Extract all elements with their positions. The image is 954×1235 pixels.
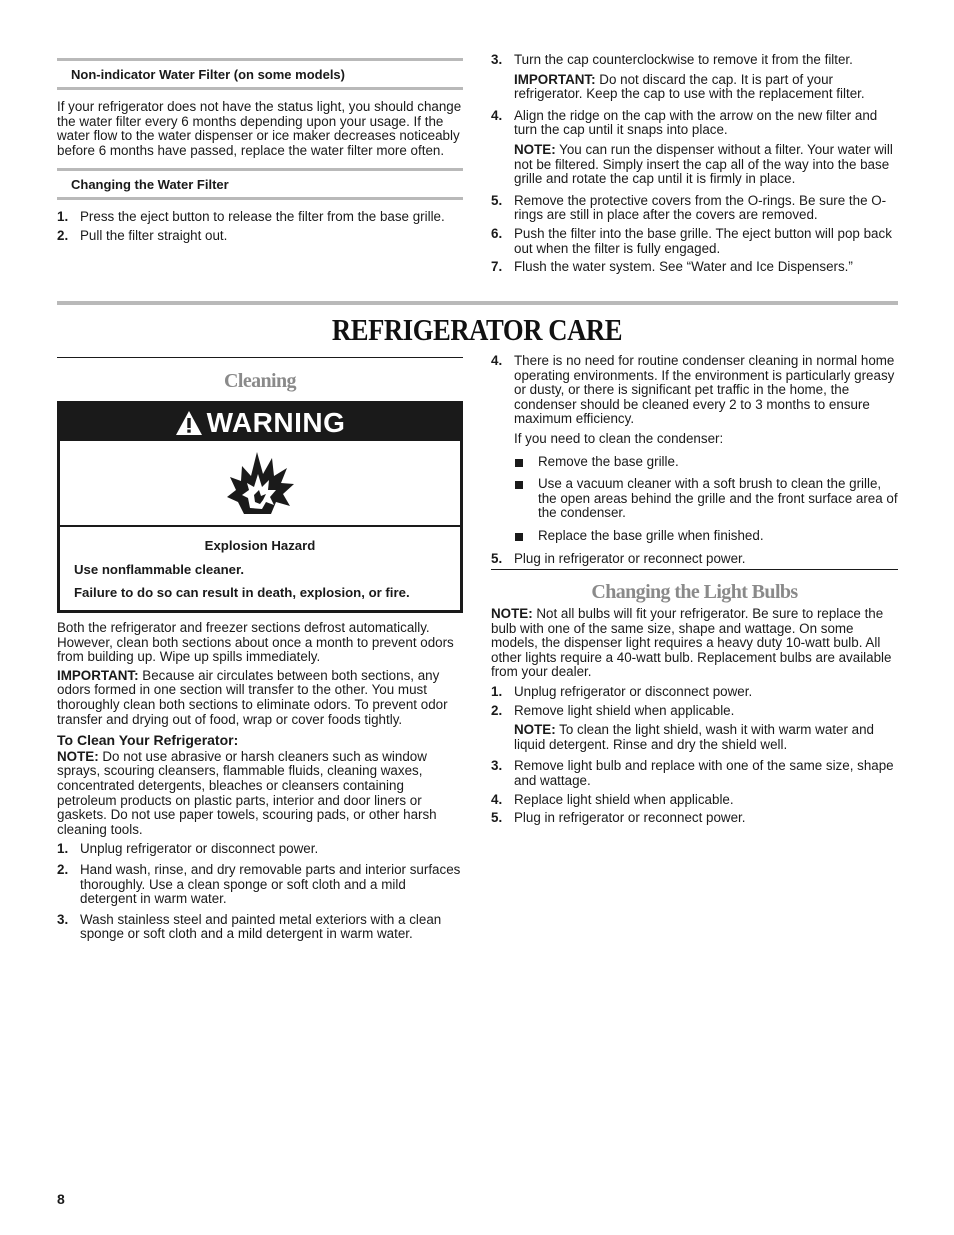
defrost-paragraph: Both the refrigerator and freezer sections defrost automatically. However, clean both sections about once a month to prevent odors from building up. Wipe up spills immediately. [57, 620, 454, 665]
list-item: 1. Press the eject button to release the filter from the base grille. [57, 209, 445, 225]
important-paragraph: IMPORTANT: Because air circulates between both sections, any odors formed in one section will transfer to the other. You must thoroughly clean both sections to eliminate odors. To prevent odor transfer and drying out of food, wrap or cover foods tightly. [57, 667, 448, 727]
list-item: 4. Replace light shield when applicable. [491, 791, 734, 807]
explosion-icon [224, 450, 296, 516]
top-right-column [491, 53, 898, 279]
light-bulbs-rule [491, 569, 898, 570]
page-title: REFRIGERATOR CARE [331, 312, 623, 347]
cleaning-rule [57, 357, 463, 358]
light-shield-note: NOTE: To clean the light shield, wash it with warm water and liquid detergent. Rinse and dry the shield well. [514, 722, 874, 752]
filter-change-paragraph: If your refrigerator does not have the status light, you should change the water filter every 6 months depending upon your usage. If the water flow to the water dispenser or ice maker decreases noticeably before 6 months have passed, replace the water filter more often. [57, 99, 462, 158]
list-item: Replace the base grille when finished. [514, 529, 898, 544]
page-number: 8 [57, 1191, 65, 1207]
warning-triangle-icon [175, 410, 203, 436]
cleaners-note: NOTE: Do not use abrasive or harsh cleaners such as window sprays, scouring cleansers, flammable fluids, cleaning waxes, concentrated detergents, bleaches or cleansers containing petroleum products on plastic parts, interior and door liners or gaskets. Do not use paper towels, scouring pads, or other harsh cleaning tools. [57, 748, 437, 837]
list-item: 4. Align the ridge on the cap with the arrow on the new filter and turn the cap until it snaps into place. NOTE: You can run the dispenser without a filter. Your water will not be filtered. Simply insert the cap all of the way into the base grille and rotate the cap until it is firmly in place. [491, 109, 898, 187]
bulb-note: NOTE: Not all bulbs will fit your refrigerator. Be sure to replace the bulb with one of the same size, shape and wattage. On some models, the dispenser light requires a heavy duty 10-watt bulb. All other lights require a 40-watt bulb. Replacement bulbs are available from your dealer. [491, 606, 892, 680]
condenser-steps-list [491, 354, 898, 566]
clean-refrigerator-subhead: To Clean Your Refrigerator: [57, 732, 239, 749]
bullet-square-icon [515, 533, 523, 541]
warning-line-1: Use nonflammable cleaner. [74, 561, 245, 577]
list-item: 4. There is no need for routine condenser cleaning in normal home operating environments. If the environment is particularly greasy or dusty, or there is significant pet traffic in the home, the condenser should be cleaned every 2 to 3 months to ensure maximum efficiency. If you need to clean the condenser: Remove the base grille. Use a vacuum cleaner with a soft brush to clean the grille, the open areas behind the grille and the front surface area of the condenser. Replace the base grille when finished. [491, 353, 898, 543]
list-item: 2. Hand wash, rinse, and dry removable parts and interior surfaces thoroughly. Use a clean sponge or soft cloth and a mild detergent in warm water. [57, 861, 461, 907]
cleaning-steps-list [57, 842, 463, 942]
hazard-title: Explosion Hazard [204, 538, 316, 553]
bullet-square-icon [515, 481, 523, 489]
condenser-column [491, 354, 898, 570]
light-bulbs-title: Changing the Light Bulbs [591, 581, 798, 603]
list-item: 1. Unplug refrigerator or disconnect power. [491, 683, 753, 699]
list-item: 5. Plug in refrigerator or reconnect power. [491, 810, 746, 826]
list-item: 5. Remove the protective covers from the O-rings. Be sure the O-rings are still in place after the covers are removed. [491, 192, 887, 223]
list-item: 3. Turn the cap counterclockwise to remove it from the filter. IMPORTANT: Do not discard the cap. It is part of your refrigerator. Keep the cap to use with the replacement filter. [491, 53, 898, 102]
list-item: 7. Flush the water system. See “Water and Ice Dispensers.” [491, 259, 853, 275]
cleaning-title: Cleaning [224, 370, 296, 392]
top-left-column [57, 58, 463, 248]
warning-box [57, 401, 463, 613]
subhead-changing-water-filter: Changing the Water Filter [57, 168, 463, 200]
condenser-bullets [514, 455, 898, 544]
important-note: IMPORTANT: Do not discard the cap. It is part of your refrigerator. Keep the cap to use with the replacement filter. [514, 71, 865, 102]
warning-header [60, 404, 460, 441]
note: NOTE: You can run the dispenser without a filter. Your water will not be filtered. Simply insert the cap all of the way into the base grille and rotate the cap until it is firmly in place. [514, 141, 893, 187]
warning-line-2: Failure to do so can result in death, explosion, or fire. [74, 585, 410, 601]
light-bulbs-heading-wrap [491, 580, 898, 604]
subhead-non-indicator-filter: Non-indicator Water Filter (on some models) [57, 58, 463, 90]
list-item: Remove the base grille. [514, 455, 898, 470]
list-item: 3. Wash stainless steel and painted metal exteriors with a clean sponge or soft cloth and a mild detergent in warm water. [57, 911, 442, 942]
filter-steps-continued-list [491, 53, 898, 275]
light-bulbs-body [491, 607, 898, 830]
bullet-square-icon [515, 459, 523, 467]
condenser-subtext: If you need to clean the condenser: [514, 430, 724, 446]
cleaning-body [57, 621, 463, 946]
warning-text [60, 527, 460, 601]
warning-image-panel [60, 441, 460, 527]
cleaning-heading-wrap [57, 369, 463, 393]
list-item: 6. Push the filter into the base grille. The eject button will pop back out when the filter is fully engaged. [491, 225, 892, 256]
list-item: Use a vacuum cleaner with a soft brush to clean the grille, the open areas behind the grille and the front surface area of the condenser. [514, 477, 898, 521]
filter-steps-list [57, 210, 463, 243]
list-item: 5. Plug in refrigerator or reconnect power. [491, 550, 746, 566]
list-item: 2. Remove light shield when applicable. NOTE: To clean the light shield, wash it with warm water and liquid detergent. Rinse and dry the shield well. [491, 704, 898, 753]
list-item: 2. Pull the filter straight out. [57, 227, 228, 243]
list-item: 1. Unplug refrigerator or disconnect power. [57, 841, 319, 857]
list-item: 3. Remove light bulb and replace with one of the same size, shape and wattage. [491, 758, 894, 788]
bulb-steps-list [491, 685, 898, 826]
section-divider [57, 301, 898, 305]
warning-label: WARNING [206, 407, 346, 438]
